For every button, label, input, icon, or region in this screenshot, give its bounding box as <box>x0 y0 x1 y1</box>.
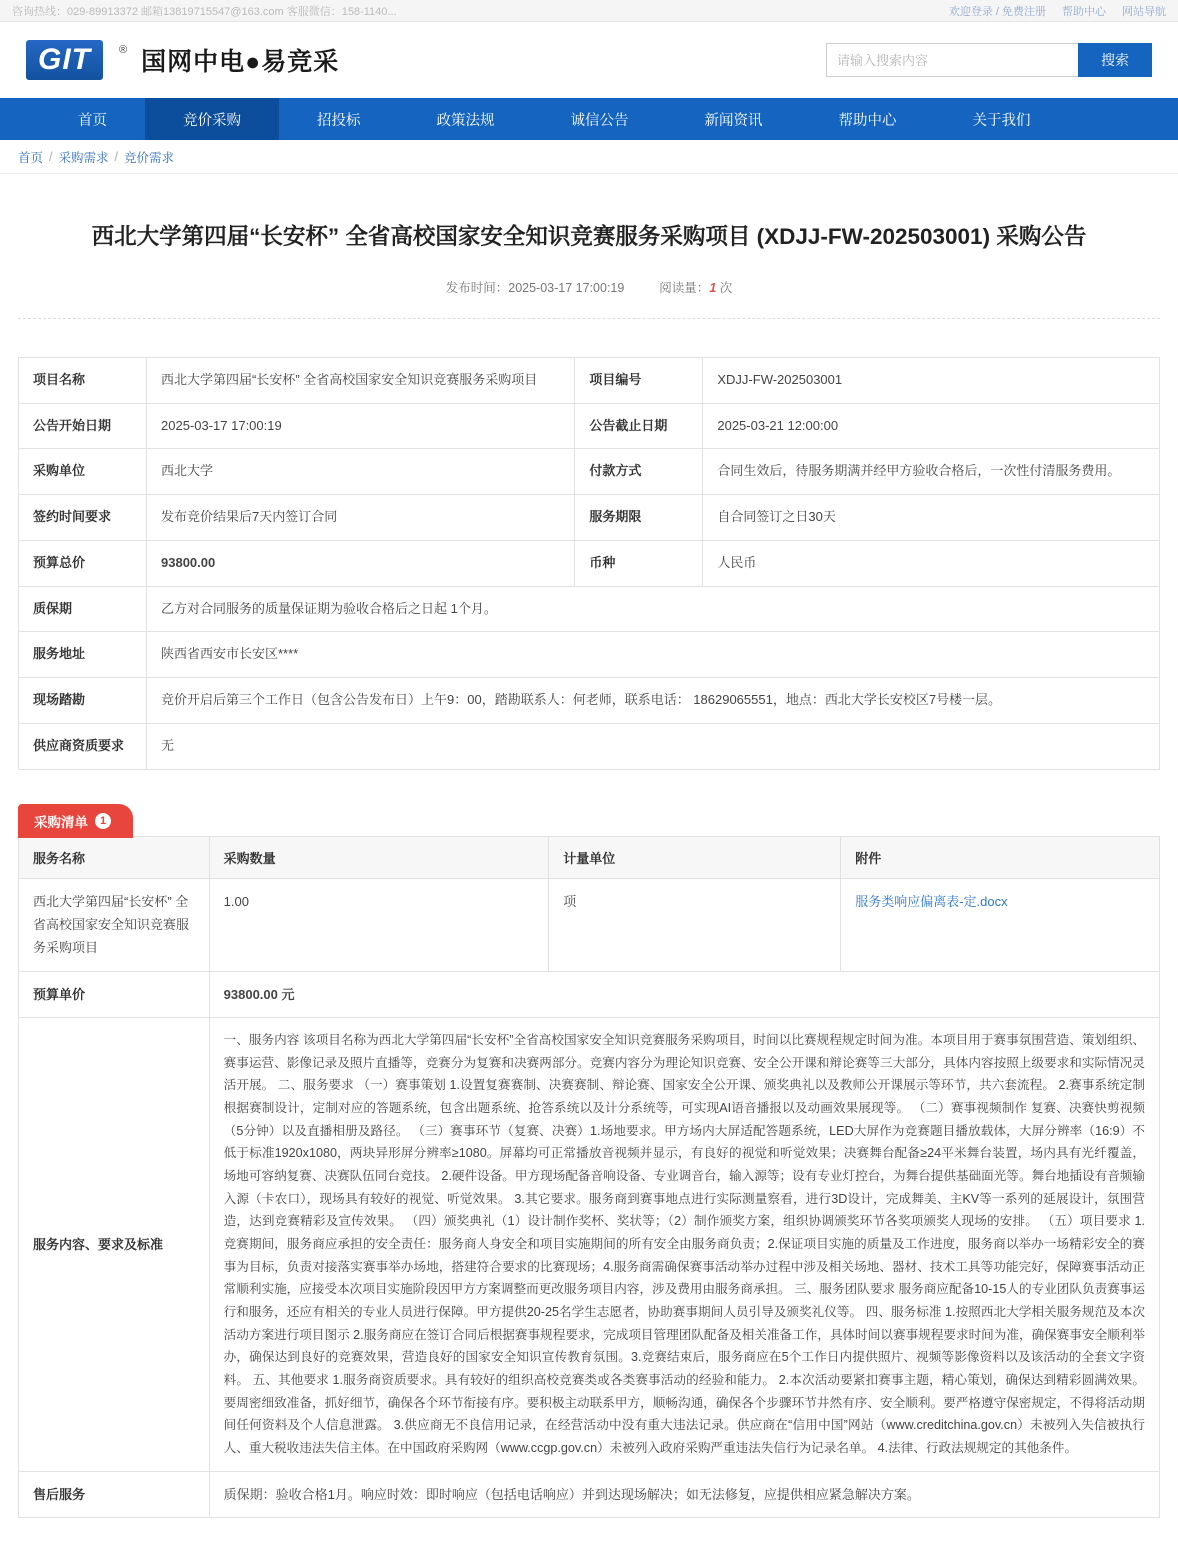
breadcrumb-separator-1: / <box>49 149 53 164</box>
label-budget-total: 预算总价 <box>19 540 147 586</box>
purchase-list-tab-row <box>18 804 1160 836</box>
value-supplier-qualification: 无 <box>147 723 1160 769</box>
column-service-name: 服务名称 <box>19 836 210 878</box>
table-row <box>19 449 1160 495</box>
label-sign-time: 签约时间要求 <box>19 495 147 541</box>
read-count-label: 阅读量： <box>659 280 710 295</box>
page-title: 西北大学第四届“长安杯” 全省高校国家安全知识竞赛服务采购项目 (XDJJ-FW-202503001) 采购公告 <box>91 224 1087 249</box>
purchase-list-table <box>18 836 1160 1518</box>
label-project-name: 项目名称 <box>19 357 147 403</box>
label-after-sales: 售后服务 <box>19 1471 210 1517</box>
table-header-row <box>19 836 1160 878</box>
value-payment-method: 合同生效后，待服务期满并经甲方验收合格后，一次性付清服务费用。 <box>703 449 1160 495</box>
label-end-date: 公告截止日期 <box>575 403 703 449</box>
nav-item-home[interactable]: 首页 <box>78 112 107 129</box>
purchase-list-count-badge: 1 <box>95 813 111 829</box>
table-row <box>19 1471 1160 1517</box>
table-row <box>19 971 1160 1017</box>
read-count-value: 1 <box>709 280 717 295</box>
value-warranty: 乙方对合同服务的质量保证期为验收合格后之日起 1个月。 <box>147 586 1160 632</box>
search-button[interactable]: 搜索 <box>1078 43 1152 77</box>
attachment-link[interactable]: 服务类响应偏离表-定.docx <box>855 893 1008 909</box>
breadcrumb-level2[interactable]: 采购需求 <box>58 150 109 165</box>
label-currency: 币种 <box>575 540 703 586</box>
tab-purchase-list-label: 采购清单 <box>34 814 88 830</box>
search-input[interactable] <box>826 43 1078 77</box>
value-site-survey: 竞价开启后第三个工作日（包含公告发布日）上午9：00，踏勘联系人：何老师，联系电话： 18629065551，地点：西北大学长安校区7号楼一层。 <box>147 678 1160 724</box>
value-service-description: 一、服务内容 该项目名称为西北大学第四届“长安杯”全省高校国家安全知识竞赛服务采购项目，时间以比赛规程规定时间为准。本项目用于赛事氛围营造、策划组织、赛事运营、影像记录及照片直播等，竞赛分为复赛和决赛两部分。竞赛内容分为理论知识竞赛、安全公开课和辩论赛等三大部分，具体内容按照上级要求和实际情况灵活开展。 二、服务要求 （一）赛事策划 1.设置复赛赛制、决赛赛制、辩论赛、国家安全公开课、颁奖典礼以及教师公开课展示等环节，共六套流程。 2.赛事系统定制 根据赛制设计，定制对应的答题系统，包含出题系统、抢答系统以及计分系统等，可实现AI语音播报以及动画效果展现等。 （二）赛事视频制作 复赛、决赛快剪视频（5分钟）以及直播相册及路径。 （三）赛事环节（复赛、决赛）1.场地要求。甲方场内大屏适配答题系统，LED大屏作为竞赛题目播放载体，大屏分辨率（16:9）不低于标准1920x1080，两块异形屏分辨率≥1080。屏幕均可正常播放音视频并显示，有良好的视觉和听觉效果；决赛舞台配备≥24平米舞台装置，场内具有光纤覆盖，场地可容纳复赛、决赛队伍同台竞技。 2.硬件设备。甲方现场配备音响设备、专业调音台，输入源等；设有专业灯控台，为舞台提供基础面光等。舞台地插设有音频输入源（卡农口），现场具有较好的视觉、听觉效果。 3.其它要求。服务商到赛事地点进行实际测量察看，进行3D设计，完成舞美、主KV等一系列的延展设计，氛围营造，达到竞赛精彩及宣传效果。 （四）颁奖典礼（1）设计制作奖杯、奖状等；（2）制作颁奖方案，组织协调颁奖环节各奖项颁奖人现场的安排。 （五）项目要求 1.竞赛期间，服务商应承担的安全责任：服务商人身安全和项目实施期间的所有安全由服务商负责；2.保证项目实施的质量及工作进度，服务商以举办一场精彩安全的赛事为目标，负责对接落实赛事举办场地，搭建符合要求的比赛现场；4.服务商需确保赛事活动举办过程中涉及相关场地、器材、技术工具等功能完好，保障赛事活动正常顺利实施，应接受本次项目实施阶段因甲方方案调整而更改服务项目内容，涉及费用由服务商承担。 三、服务团队要求 服务商应配备10-15人的专业团队负责赛事运行和服务，还应有相关的专业人员进行保障。甲方提供20-25名学生志愿者，协助赛事期间人员引导及颁奖礼仪等。 四、服务标准 1.按照西北大学相关服务规范及本次活动方案进行项目图示 2.服务商应在签订合同后根据赛事规程要求，完成项目管理团队配备及相关准备工作，具体时间以赛事规程要求时间为准，确保赛事安全顺利举办，确保达到良好的竞赛效果，营造良好的国家安全知识宣传教育氛围。3.竞赛结束后，服务商应在5个工作日内提供照片、视频等影像资料以及该活动的全套文字资料。 五、其他要求 1.服务商资质要求。具有较好的组织高校竞赛类或各类赛事活动的经验和能力。 2.本次活动要紧扣赛事主题，精心策划，确保达到精彩圆满效果。要周密细致准备，抓好细节，确保各个环节衔接有序。要积极主动联系甲方，顺畅沟通，确保各个步骤环节井然有序、安全顺利。要严格遵守保密规定，不得将活动期间任何资料及个人信息泄露。 3.供应商无不良信用记录，在经营活动中没有重大违法记录。供应商在“信用中国”网站（www.creditchina.gov.cn）未被列入失信被执行人、重大税收违法失信主体。在中国政府采购网（www.ccgp.gov.cn）未被列入政府采购严重违法失信行为记录名单。 4.法律、行政法规规定的其他条件。 <box>209 1018 1159 1471</box>
column-unit: 计量单位 <box>549 836 841 878</box>
breadcrumb <box>0 140 1178 174</box>
value-start-date: 2025-03-17 17:00:19 <box>147 403 575 449</box>
main-nav <box>0 98 1178 140</box>
value-unit-price: 93800.00 元 <box>209 971 1159 1017</box>
table-row <box>19 495 1160 541</box>
value-service-address: 陕西省西安市长安区**** <box>147 632 1160 678</box>
logo-registered-icon: ® <box>119 43 128 56</box>
value-currency: 人民币 <box>703 540 1160 586</box>
cell-service-name: 西北大学第四届“长安杯” 全省高校国家安全知识竞赛服务采购项目 <box>19 878 210 971</box>
value-service-period: 自合同签订之日30天 <box>703 495 1160 541</box>
value-budget-total: 93800.00 <box>147 540 575 586</box>
breadcrumb-separator-2: / <box>114 149 118 164</box>
cell-attachment <box>841 878 1160 971</box>
label-unit-price: 预算单价 <box>19 971 210 1017</box>
publish-time-label: 发布时间： <box>445 280 509 295</box>
table-row <box>19 586 1160 632</box>
label-supplier-qualification: 供应商资质要求 <box>19 723 147 769</box>
topbar-link-sitemap[interactable]: 网站导航 <box>1122 5 1166 18</box>
cell-unit: 项 <box>549 878 841 971</box>
nav-item-tender[interactable]: 招投标 <box>317 112 361 129</box>
label-project-code: 项目编号 <box>575 357 703 403</box>
value-sign-time: 发布竞价结果后7天内签订合同 <box>147 495 575 541</box>
article-meta <box>18 254 1160 319</box>
column-quantity: 采购数量 <box>209 836 549 878</box>
label-service-period: 服务期限 <box>575 495 703 541</box>
table-row <box>19 878 1160 971</box>
site-logo[interactable] <box>26 40 339 81</box>
table-row <box>19 723 1160 769</box>
label-warranty: 质保期 <box>19 586 147 632</box>
label-start-date: 公告开始日期 <box>19 403 147 449</box>
nav-item-news[interactable]: 新闻资讯 <box>704 112 763 129</box>
nav-item-about-us[interactable]: 关于我们 <box>972 112 1031 129</box>
label-purchaser: 采购单位 <box>19 449 147 495</box>
tab-purchase-list[interactable] <box>18 804 133 838</box>
label-payment-method: 付款方式 <box>575 449 703 495</box>
logo-wordmark: 国网中电●易竞采 <box>141 48 340 76</box>
project-info-table <box>18 357 1160 770</box>
table-row <box>19 678 1160 724</box>
utility-topbar <box>0 0 1178 22</box>
topbar-link-help[interactable]: 帮助中心 <box>1062 5 1106 18</box>
value-project-name: 西北大学第四届“长安杯” 全省高校国家安全知识竞赛服务采购项目 <box>147 357 575 403</box>
nav-item-bidding-purchase[interactable]: 竞价采购 <box>145 98 279 140</box>
topbar-links <box>949 3 1166 19</box>
value-project-code: XDJJ-FW-202503001 <box>703 357 1160 403</box>
site-header <box>0 22 1178 98</box>
column-attachment: 附件 <box>841 836 1160 878</box>
topbar-contact-text: 咨询热线：029-89913372 邮箱13819715547@163.com 客服微信：158-1140... <box>12 5 397 18</box>
search-area <box>826 43 1152 77</box>
table-row <box>19 357 1160 403</box>
value-after-sales: 质保期：验收合格1月。响应时效：即时响应（包括电话响应）并到达现场解决；如无法修复，应提供相应紧急解决方案。 <box>209 1471 1159 1517</box>
breadcrumb-home[interactable]: 首页 <box>18 150 44 165</box>
topbar-link-login[interactable]: 欢迎登录 / 免费注册 <box>948 5 1046 18</box>
announcement-content <box>0 174 1178 1548</box>
label-service-description: 服务内容、要求及标准 <box>19 1018 210 1471</box>
value-purchaser: 西北大学 <box>147 449 575 495</box>
nav-item-credit-notice[interactable]: 诚信公告 <box>570 112 629 129</box>
nav-item-policy[interactable]: 政策法规 <box>436 112 495 129</box>
label-site-survey: 现场踏勘 <box>19 678 147 724</box>
breadcrumb-current: 竞价需求 <box>124 150 175 165</box>
publish-time-value: 2025-03-17 17:00:19 <box>508 280 625 295</box>
cell-quantity: 1.00 <box>209 878 549 971</box>
table-row <box>19 632 1160 678</box>
read-count-unit: 次 <box>719 280 733 295</box>
label-service-address: 服务地址 <box>19 632 147 678</box>
nav-item-help-center[interactable]: 帮助中心 <box>838 112 897 129</box>
table-row <box>19 1018 1160 1471</box>
table-row <box>19 540 1160 586</box>
table-row <box>19 403 1160 449</box>
logo-mark: GIT <box>26 40 103 81</box>
value-end-date: 2025-03-21 12:00:00 <box>703 403 1160 449</box>
